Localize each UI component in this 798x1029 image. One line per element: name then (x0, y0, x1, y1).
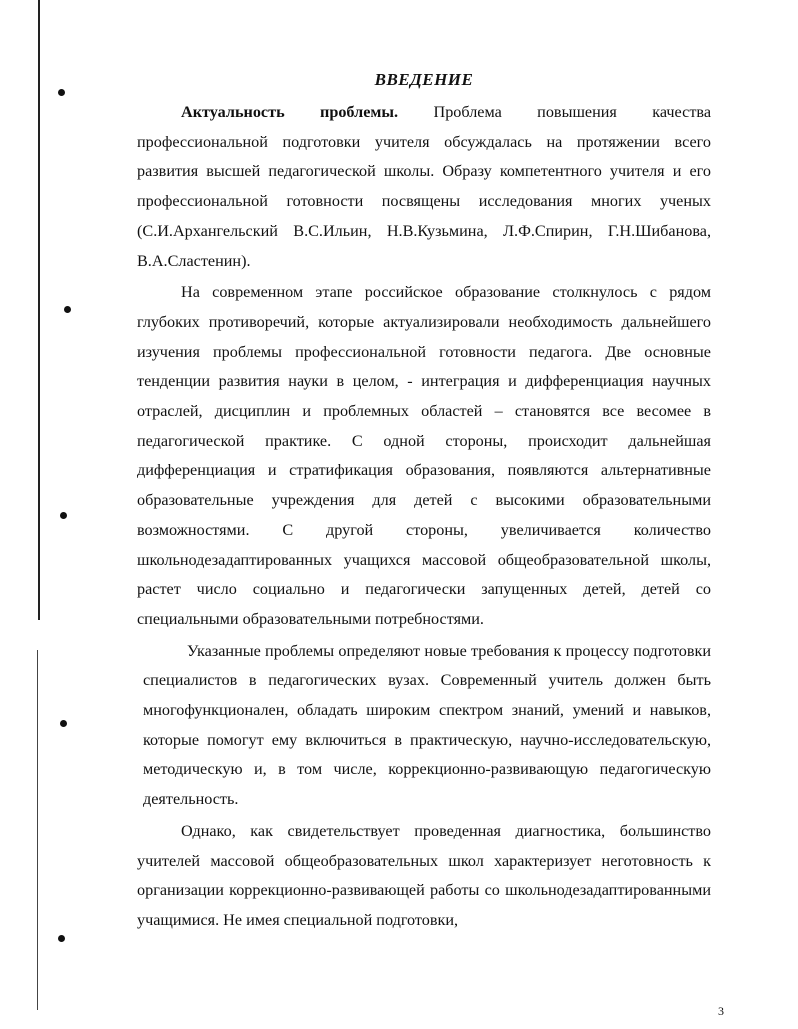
binder-hole-mark (58, 89, 65, 96)
page-number: 3 (718, 1004, 724, 1018)
section-heading: ВВЕДЕНИЕ (374, 70, 474, 89)
paragraph-requirements: Указанные проблемы определяют новые требования к процессу подготовки специалистов в педагогических вузах. Современный учитель должен быть многофункционален, обладать широким спектром знаний, умений и навыков, которые помогут ему включиться в практическую, научно-исследовательскую, методическую и, в том числе, коррекционно-развивающую педагогическую деятельность. (143, 641, 711, 809)
document-body (137, 68, 711, 936)
scan-edge-line (38, 0, 40, 620)
scan-edge-line-lower (37, 650, 38, 1010)
binder-hole-mark (64, 306, 71, 313)
paragraph-diagnostics: Однако, как свидетельствует проведенная диагностика, большинство учителей массовой общеобразовательных школ характеризует неготовность к организации коррекционно-развивающей работы со школьнодезадаптированными учащимися. Не имея специальной подготовки, (137, 821, 711, 929)
paragraph-relevance (137, 98, 711, 276)
binder-hole-mark (58, 935, 65, 942)
binder-hole-mark (60, 720, 67, 727)
lead-label: Актуальность проблемы. (181, 103, 399, 121)
paragraph-contradictions: На современном этапе российское образование столкнулось с рядом глубоких противоречий, которые актуализировали необходимость дальнейшего изучения проблемы профессиональной готовности педагога. Две основные тенденции развития науки в целом, - интеграция и дифференциация научных отраслей, дисциплин и проблемных областей – становятся все весомее в педагогической практике. С одной стороны, происходит дальнейшая дифференциация и стратификация образования, появляются альтернативные образовательные учреждения для детей с высокими образовательными возможностями. С другой стороны, увеличивается количество школьнодезадаптированных учащихся массовой общеобразовательной школы, растет число социально и педагогически запущенных детей, детей со специальными образовательными потребностями. (137, 283, 711, 628)
paragraph-relevance-text: Проблема повышения качества профессиональной подготовки учителя обсуждалась на протяжении всего развития высшей педагогической школы. Образу компетентного учителя и его профессиональной готовности посвящены исследования многих ученых (С.И.Архангельский В.С.Ильин, Н.В.Кузьмина, Л.Ф.Спирин, Г.Н.Шибанова, В.А.Сластенин). (137, 103, 712, 270)
binder-hole-mark (60, 512, 67, 519)
